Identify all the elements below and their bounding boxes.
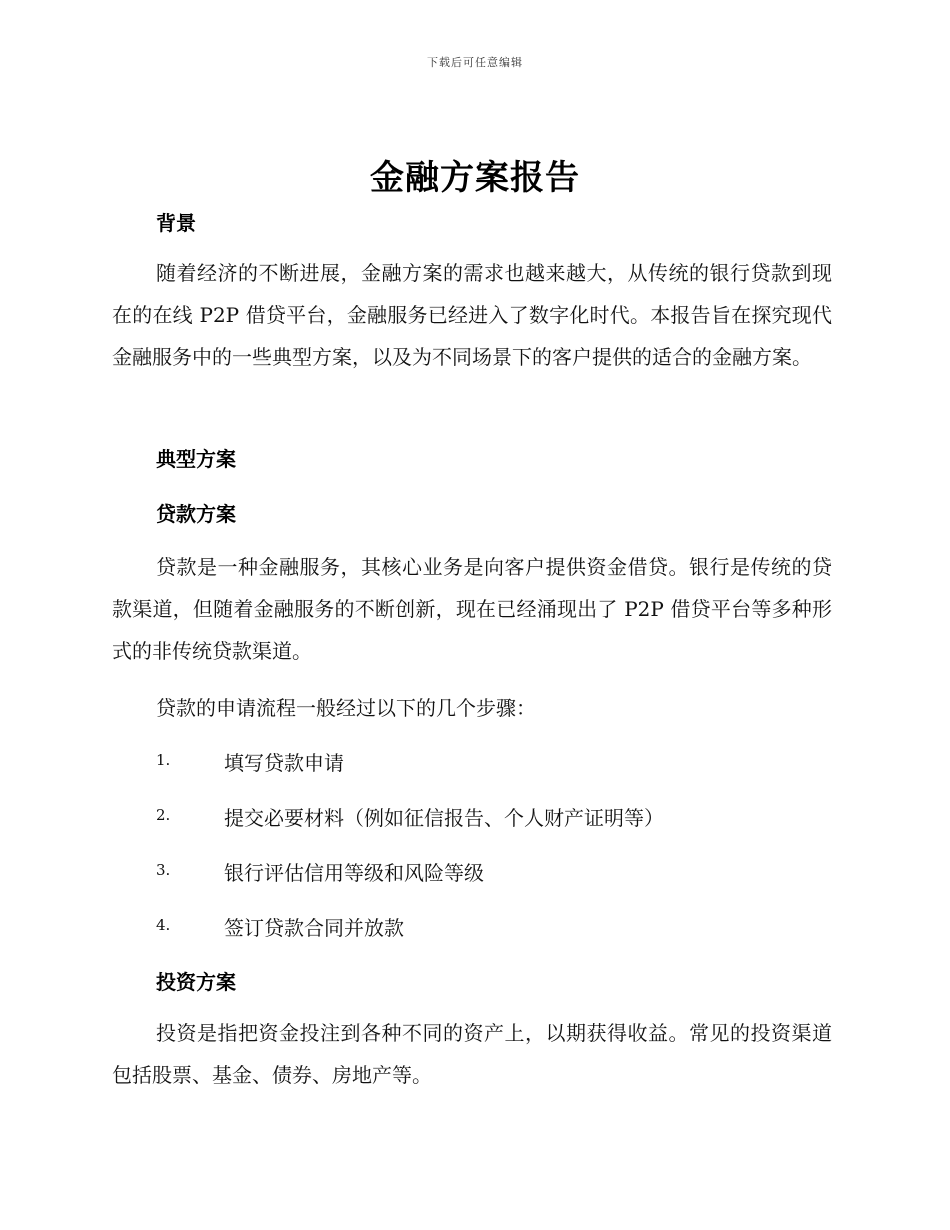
document-title: 金融方案报告 [370, 158, 580, 198]
list-item-number: 4. [156, 916, 171, 934]
paragraph-investment: 投资是指把资金投注到各种不同的资产上，以期获得收益。常见的投资渠道包括股票、基金、债券、房地产等。 [112, 1021, 832, 1087]
list-item-number: 3. [156, 861, 171, 879]
list-item-text: 提交必要材料（例如征信报告、个人财产证明等） [224, 806, 664, 830]
loan-steps-intro: 贷款的申请流程一般经过以下的几个步骤： [156, 696, 536, 720]
heading-typical-plans: 典型方案 [156, 447, 236, 471]
paragraph-loan: 贷款是一种金融服务，其核心业务是向客户提供资金借贷。银行是传统的贷款渠道，但随着金融服务的不断创新，现在已经涌现出了 P2P 借贷平台等多种形式的非传统贷款渠道。 [112, 555, 832, 663]
page-header-note: 下载后可任意编辑 [427, 56, 523, 69]
list-item-text: 银行评估信用等级和风险等级 [224, 861, 484, 885]
list-item-text: 签订贷款合同并放款 [224, 916, 404, 940]
list-item-number: 2. [156, 806, 171, 824]
paragraph-background: 随着经济的不断进展，金融方案的需求也越来越大，从传统的银行贷款到现在的在线 P2P 借贷平台，金融服务已经进入了数字化时代。本报告旨在探究现代金融服务中的一些典型方案，以及为不同场景下的客户提供的适合的金融方案。 [112, 261, 832, 369]
heading-background: 背景 [156, 211, 196, 235]
heading-loan-plan: 贷款方案 [156, 502, 236, 526]
list-item-text: 填写贷款申请 [224, 751, 344, 775]
heading-investment-plan: 投资方案 [156, 970, 236, 994]
list-item-number: 1. [156, 751, 171, 769]
